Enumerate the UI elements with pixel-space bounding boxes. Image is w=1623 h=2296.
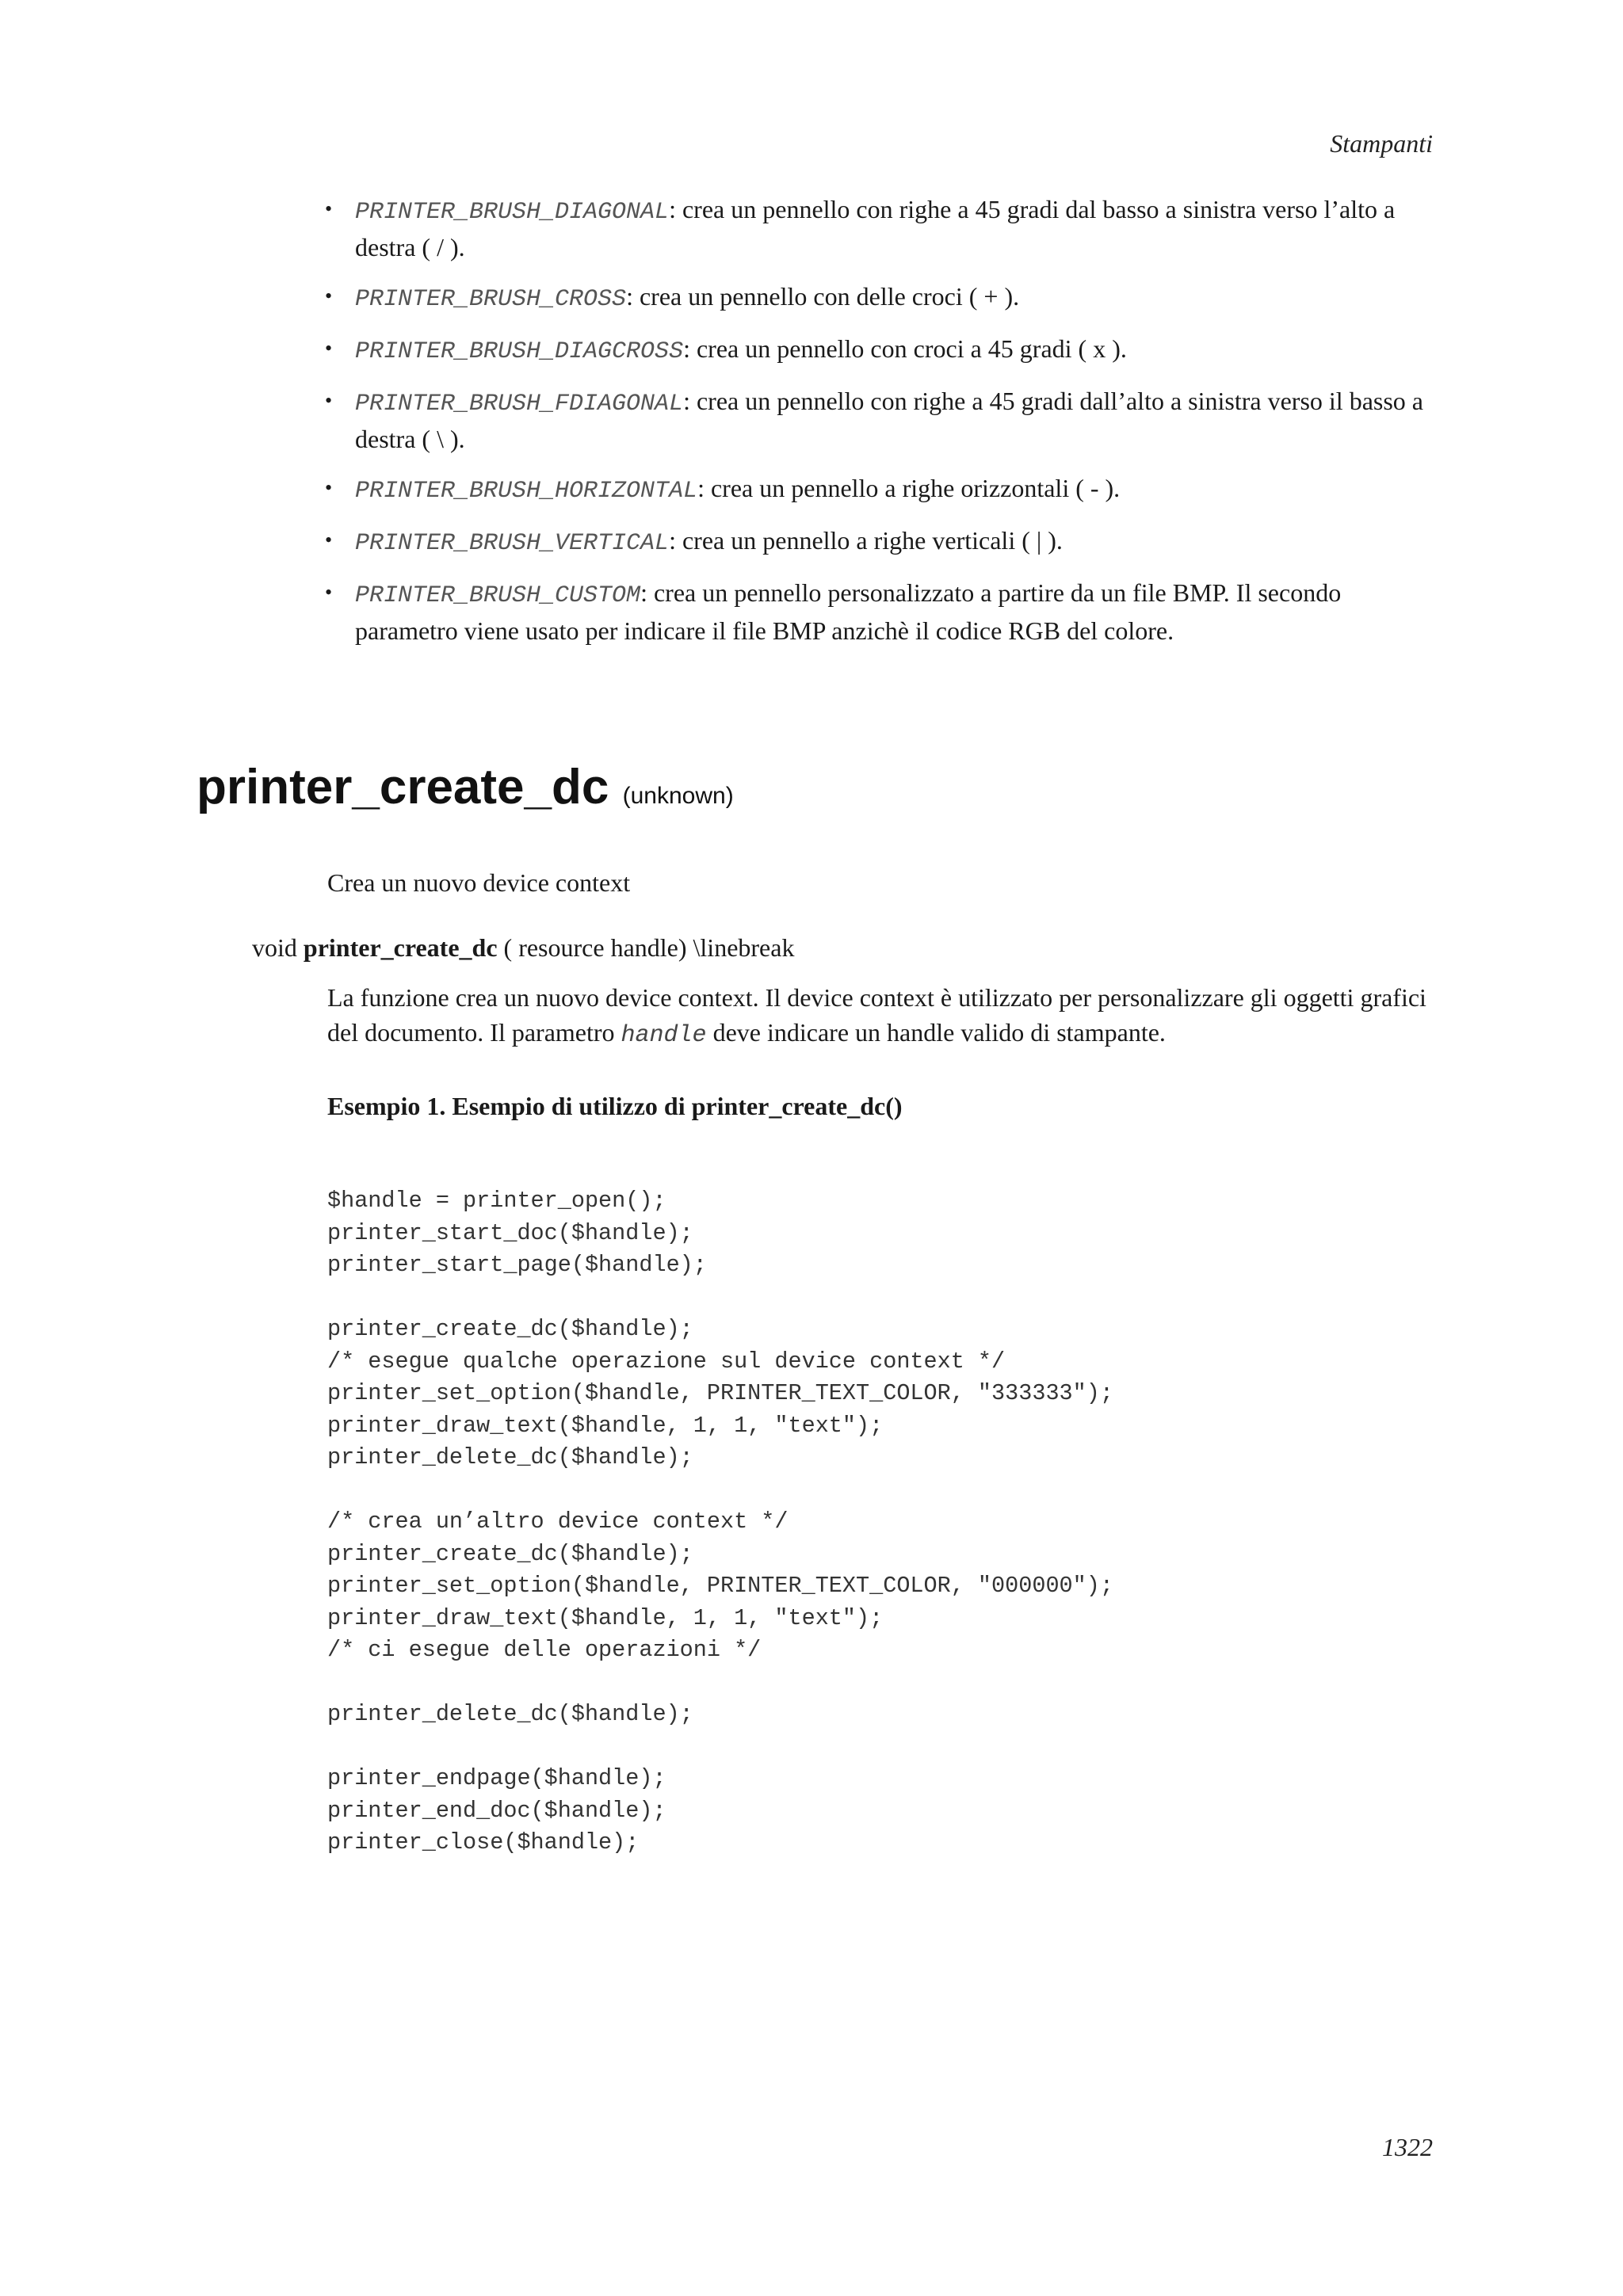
list-item: [325, 383, 1434, 456]
bullet-icon: •: [325, 337, 333, 360]
list-item: [325, 192, 1434, 265]
list-item: [325, 331, 1434, 369]
bullet-icon: •: [325, 528, 333, 551]
function-description: [327, 980, 1437, 1053]
synopsis-args: ( resource handle) \linebreak: [503, 933, 795, 962]
code-block: $handle = printer_open(); printer_start_doc($handle); printer_start_page($handle); printer_create_dc($handle); /* esegue qualche operazione sul device context */ printer_set_option($handle, PRINTER_TEXT_COLOR, "333333"); printer_draw_text($handle, 1, 1, "text"); printer_delete_dc($handle); /* crea un’altro device context */ printer_create_dc($handle); printer_set_option($handle, PRINTER_TEXT_COLOR, "000000"); printer_draw_text($handle, 1, 1, "text"); /* ci esegue delle operazioni */ printer_delete_dc($handle); printer_endpage($handle); printer_end_doc($handle); printer_close($handle);: [327, 1188, 1113, 1855]
list-item: [325, 279, 1434, 317]
function-synopsis: [252, 933, 794, 963]
bullet-icon: •: [325, 284, 333, 307]
list-item: [325, 523, 1434, 561]
bullet-icon: •: [325, 581, 333, 604]
running-header: Stampanti: [1330, 129, 1433, 158]
constant-description: : crea un pennello con righe a 45 gradi dall’alto a sinistra verso il basso a destra ( \ ).: [355, 387, 1423, 453]
function-title: [197, 759, 734, 815]
return-type: void: [252, 933, 297, 962]
bullet-icon: •: [325, 476, 333, 499]
bullet-icon: •: [325, 197, 333, 220]
bullet-icon: •: [325, 389, 333, 412]
constant-name: PRINTER_BRUSH_VERTICAL: [355, 530, 670, 557]
example-title: Esempio 1. Esempio di utilizzo di printer_create_dc(): [327, 1092, 903, 1120]
brush-constant-list: [325, 192, 1434, 662]
function-name: printer_create_dc: [197, 760, 609, 814]
constant-description: : crea un pennello a righe verticali ( | ).: [669, 526, 1063, 555]
constant-name: PRINTER_BRUSH_CUSTOM: [355, 582, 641, 609]
description-text-start: La funzione crea un nuovo device context. Il device context è utilizzato per personalizzare gli oggetti grafici del documento. Il parametro: [327, 983, 1426, 1047]
constant-description: : crea un pennello con righe a 45 gradi dal basso a sinistra verso l’alto a destra ( / ).: [355, 195, 1396, 261]
constant-name: PRINTER_BRUSH_DIAGCROSS: [355, 338, 684, 365]
page-number: 1322: [1382, 2133, 1433, 2161]
list-item: [325, 471, 1434, 509]
constant-name: PRINTER_BRUSH_HORIZONTAL: [355, 478, 698, 505]
constant-description: : crea un pennello personalizzato a partire da un file BMP. Il secondo parametro viene usato per indicare il file BMP anzichè il codice RGB del colore.: [355, 578, 1342, 645]
constant-name: PRINTER_BRUSH_FDIAGONAL: [355, 391, 684, 418]
constant-description: : crea un pennello con croci a 45 gradi ( x ).: [683, 334, 1127, 363]
synopsis-function-name: printer_create_dc: [303, 933, 498, 962]
constant-description: : crea un pennello a righe orizzontali ( - ).: [697, 474, 1121, 502]
function-purpose: Crea un nuovo device context: [327, 868, 631, 897]
constant-name: PRINTER_BRUSH_DIAGONAL: [355, 199, 670, 226]
constant-name: PRINTER_BRUSH_CROSS: [355, 286, 627, 313]
parameter-name: handle: [621, 1022, 707, 1049]
list-item: [325, 575, 1434, 648]
description-text-end: deve indicare un handle valido di stampante.: [706, 1018, 1166, 1047]
constant-description: : crea un pennello con delle croci ( + ).: [626, 282, 1020, 311]
function-version: (unknown): [622, 783, 734, 809]
